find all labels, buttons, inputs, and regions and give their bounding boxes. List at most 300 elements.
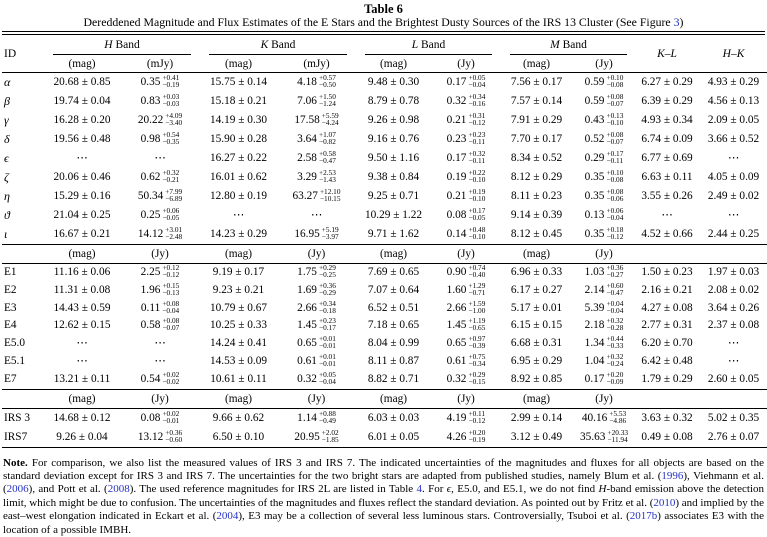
cell-value: 10.29 ± 1.22 [364, 209, 423, 221]
cell-value [572, 335, 636, 353]
unit-header: (mag) [523, 392, 550, 405]
error-lower: −1.24 [318, 99, 336, 108]
unit-header: (mJy) [303, 57, 330, 70]
error-lower: −0.02 [162, 376, 180, 386]
error-lower: −1.00 [468, 305, 486, 315]
asymmetric-error [468, 112, 485, 126]
cell-value: 9.14 ± 0.39 [510, 209, 563, 221]
error-lower: −0.13 [162, 287, 180, 297]
error-upper: +0.32 [606, 316, 624, 326]
cell-value [120, 111, 200, 130]
flux-value: 0.17 [584, 372, 605, 385]
flux-value: 2.18 [584, 319, 605, 332]
cell-value: 14.53 ± 0.09 [209, 354, 268, 367]
asymmetric-error [468, 429, 485, 443]
error-upper: +0.74 [468, 263, 486, 272]
citation-link[interactable]: 2006 [6, 483, 29, 496]
error-lower: −0.12 [162, 270, 180, 279]
unit-header: (Jy) [595, 57, 613, 70]
cell-source-id: ϵ [4, 151, 9, 165]
flux-value: 0.32 [297, 372, 317, 385]
cell-value [572, 317, 636, 335]
error-lower: −0.10 [468, 232, 486, 241]
error-upper: +0.32 [606, 351, 624, 361]
table-note [2, 457, 765, 537]
cell-value: 12.80 ± 0.19 [209, 190, 268, 202]
cell-value: 9.16 ± 0.76 [367, 133, 420, 145]
error-upper: +5.19 [321, 225, 339, 234]
error-lower: −0.50 [318, 80, 336, 89]
text-segment: ). The used reference magnitudes for IRS 2L are listed in Table [129, 483, 417, 496]
asymmetric-error [165, 429, 182, 443]
cell-value [572, 225, 636, 245]
error-upper: +0.48 [468, 225, 486, 234]
cell-value: 14.68 ± 0.12 [53, 411, 111, 424]
text-segment: ), Viehmann et al. ( [3, 469, 764, 496]
cell-value [277, 353, 356, 371]
cell-source-id: δ [4, 132, 10, 146]
asymmetric-error [162, 317, 179, 331]
error-lower: −4.24 [321, 118, 339, 127]
cell-value: 14.23 ± 0.29 [209, 228, 268, 240]
asymmetric-error [319, 169, 336, 183]
citation-link[interactable]: 2004 [216, 510, 239, 523]
cell-value: 6.20 ± 0.70 [641, 337, 693, 350]
error-lower: −4.86 [609, 415, 627, 425]
flux-value: 0.19 [446, 171, 467, 183]
asymmetric-error [165, 112, 182, 126]
text-segment: ) and implied by the east–west elongation indicated in Eckart et al. ( [3, 496, 764, 523]
cell-value [120, 225, 200, 245]
asymmetric-error [319, 150, 336, 164]
cell-value: ⋯ [727, 152, 740, 164]
error-upper: +0.05 [318, 369, 336, 379]
asymmetric-error [162, 93, 179, 107]
cell-value [120, 187, 200, 206]
section-greek [2, 73, 767, 245]
flux-value: 0.35 [584, 228, 605, 240]
error-upper: +0.08 [162, 298, 180, 308]
asymmetric-error [162, 169, 179, 183]
asymmetric-error [606, 371, 623, 385]
error-upper: +0.29 [318, 263, 336, 272]
cell-value: 6.50 ± 0.10 [212, 430, 265, 443]
flux-value: 0.52 [584, 133, 605, 145]
cell-value: 16.28 ± 0.20 [53, 114, 111, 126]
cell-value [431, 187, 501, 206]
error-upper: +0.75 [468, 351, 486, 361]
flux-value: 0.21 [446, 114, 467, 126]
cell-value: 14.19 ± 0.30 [209, 114, 268, 126]
asymmetric-error [162, 131, 179, 145]
error-upper: +0.22 [468, 168, 486, 177]
cell-value: 2.99 ± 0.14 [510, 411, 563, 424]
unit-header: (mag) [380, 248, 407, 260]
asymmetric-error [606, 264, 623, 278]
cell-value: ⋯ [76, 354, 88, 367]
cell-source-id: E4 [4, 319, 17, 332]
cell-value [277, 371, 356, 389]
error-lower: −0.71 [468, 287, 486, 297]
unit-header: (mag) [380, 57, 407, 70]
cell-value [431, 225, 501, 245]
error-upper: +0.12 [162, 263, 180, 272]
cell-value [431, 335, 501, 353]
cell-value [277, 92, 356, 111]
error-upper: +0.19 [468, 187, 486, 196]
cell-value [277, 168, 356, 187]
unit-header: (Jy) [307, 392, 326, 405]
flux-value: 0.08 [446, 209, 467, 221]
error-upper: +0.17 [468, 206, 486, 215]
cell-value: 9.38 ± 0.84 [367, 171, 420, 183]
table-row [2, 187, 767, 206]
asymmetric-error [319, 264, 336, 278]
unit-header: (Jy) [595, 248, 613, 260]
flux-value: 0.35 [584, 190, 605, 202]
cell-value: 8.12 ± 0.45 [510, 228, 563, 240]
asymmetric-error [162, 410, 179, 424]
cell-value [572, 73, 636, 93]
column-header-k-l: K–L [657, 47, 677, 60]
cell-value [120, 264, 200, 282]
error-lower: −0.03 [162, 99, 180, 108]
table-row [2, 264, 767, 282]
asymmetric-error [322, 112, 339, 126]
error-upper: +0.18 [606, 225, 624, 234]
asymmetric-error [468, 264, 485, 278]
error-lower: −1.85 [321, 434, 339, 444]
cell-value: 3.12 ± 0.49 [510, 430, 563, 443]
error-upper: +5.59 [321, 111, 339, 120]
asymmetric-error [319, 410, 336, 424]
error-lower: −0.19 [162, 80, 180, 89]
text-segment: ) associates E3 with the location of a possible IMBH. [3, 510, 764, 536]
asymmetric-error [606, 300, 623, 314]
cell-value: 3.63 ± 0.32 [641, 411, 693, 424]
cell-value: 6.68 ± 0.31 [510, 337, 563, 350]
cell-value: 5.02 ± 0.35 [707, 411, 760, 424]
cell-value: 6.27 ± 0.29 [641, 76, 693, 88]
error-lower: −0.39 [468, 341, 486, 351]
unit-header: (mag) [225, 57, 252, 70]
error-upper: +0.17 [606, 149, 624, 158]
error-upper: +12.10 [319, 187, 341, 196]
cell-value: 7.91 ± 0.29 [510, 114, 563, 126]
error-upper: +0.04 [606, 298, 624, 308]
cell-value: 6.77 ± 0.69 [641, 152, 693, 164]
error-upper: +0.36 [318, 280, 336, 290]
cell-value: 19.56 ± 0.48 [53, 133, 111, 145]
citation-link[interactable]: 1996 [661, 469, 684, 482]
band-label: L Band [411, 39, 446, 51]
cell-value [431, 317, 501, 335]
cell-source-id: IRS 3 [4, 411, 31, 424]
error-upper: +0.08 [162, 316, 180, 326]
error-lower: −0.27 [606, 270, 624, 279]
flux-value: 4.19 [446, 411, 467, 424]
cell-value: 1.97 ± 0.03 [707, 266, 760, 278]
error-lower: −0.12 [468, 118, 486, 127]
error-lower: −0.04 [606, 213, 624, 222]
cell-value: ⋯ [727, 337, 740, 350]
asymmetric-error [468, 93, 485, 107]
cell-value [277, 300, 356, 318]
cell-value [572, 92, 636, 111]
asymmetric-error [162, 300, 179, 314]
asymmetric-error [162, 282, 179, 296]
flux-value: 14.12 [137, 228, 164, 240]
flux-value: 16.95 [294, 228, 320, 240]
cell-source-id: E3 [4, 301, 17, 314]
cell-value: 3.66 ± 0.52 [707, 133, 760, 145]
error-upper: +0.88 [318, 408, 336, 418]
cell-value: 7.70 ± 0.17 [510, 133, 563, 145]
cell-value [572, 187, 636, 206]
error-upper: +0.34 [318, 298, 336, 308]
cell-value: 15.18 ± 0.21 [209, 95, 268, 107]
cell-value: 4.56 ± 0.13 [707, 95, 760, 107]
table-row [2, 408, 767, 428]
flux-value: 1.96 [140, 283, 161, 296]
cell-value: ⋯ [154, 337, 166, 350]
error-lower: −0.25 [318, 270, 336, 279]
asymmetric-error [606, 131, 623, 145]
cell-value: 6.03 ± 0.03 [367, 411, 420, 424]
table-number: Table 6 [364, 2, 403, 16]
error-lower: −0.18 [318, 305, 336, 315]
cell-value [431, 168, 501, 187]
asymmetric-error [319, 131, 336, 145]
cell-source-id: ζ [4, 170, 9, 184]
subheader-estars [2, 245, 767, 264]
flux-value: 3.64 [297, 133, 317, 145]
error-lower: −0.10 [468, 175, 486, 184]
table-row [2, 317, 767, 335]
asymmetric-error [320, 188, 341, 202]
error-upper: +0.03 [162, 92, 180, 101]
cell-value: ⋯ [232, 209, 245, 221]
cell-value [572, 130, 636, 149]
asymmetric-error [606, 112, 623, 126]
cell-value: 9.71 ± 1.62 [367, 228, 420, 240]
error-upper: +0.32 [162, 168, 180, 177]
cell-value [120, 282, 200, 300]
cell-source-id: ι [4, 227, 8, 241]
cell-value [277, 111, 356, 130]
unit-header: (mag) [225, 248, 252, 260]
unit-header: (Jy) [595, 392, 613, 405]
unit-header: (Jy) [151, 392, 169, 405]
error-lower: −0.17 [318, 323, 336, 333]
flux-value: 0.17 [446, 152, 467, 164]
error-upper: +0.23 [318, 316, 336, 326]
asymmetric-error [319, 317, 336, 331]
cell-value [120, 428, 200, 448]
citation-link[interactable]: 2017b [629, 510, 658, 523]
error-upper: +0.06 [162, 206, 180, 215]
cell-value [277, 149, 356, 168]
cell-value [277, 335, 356, 353]
flux-value: 1.04 [584, 354, 605, 367]
error-lower: −0.10 [606, 118, 624, 127]
asymmetric-error [468, 410, 485, 424]
error-upper: +0.11 [468, 408, 486, 418]
error-lower: −0.40 [468, 270, 486, 279]
cell-value [431, 282, 501, 300]
cell-value [120, 130, 200, 149]
unit-header: (mag) [68, 248, 96, 260]
citation-link[interactable]: 2008 [107, 483, 130, 496]
cell-value: 5.17 ± 0.01 [510, 301, 563, 314]
table-row [2, 149, 767, 168]
unit-header: (mag) [68, 57, 96, 70]
table-row [2, 130, 767, 149]
flux-value: 2.66 [446, 301, 467, 314]
error-lower: −0.04 [162, 305, 180, 315]
error-lower: −6.89 [165, 194, 183, 203]
error-lower: −0.65 [468, 323, 486, 333]
table-row [2, 73, 767, 93]
cell-value: 9.48 ± 0.30 [367, 76, 420, 88]
cell-source-id: E5.0 [4, 337, 26, 350]
cell-value [277, 408, 356, 428]
cell-value: 14.24 ± 0.41 [209, 337, 268, 350]
cell-value [277, 282, 356, 300]
flux-value: 0.32 [446, 95, 467, 107]
asymmetric-error [606, 169, 623, 183]
cell-value [120, 168, 200, 187]
error-lower: −0.21 [162, 175, 180, 184]
error-upper: +0.20 [468, 427, 486, 437]
flux-value: 0.11 [140, 301, 161, 314]
flux-value: 17.58 [294, 114, 320, 126]
cell-value: 6.42 ± 0.48 [641, 354, 693, 367]
cell-value: 4.93 ± 0.29 [707, 76, 760, 88]
cell-value [572, 264, 636, 282]
flux-value: 1.69 [297, 283, 317, 296]
flux-value: 2.58 [297, 152, 317, 164]
cell-value [572, 111, 636, 130]
error-lower: −11.94 [607, 434, 628, 444]
subheader-irs [2, 389, 767, 408]
error-lower: −0.05 [468, 213, 486, 222]
error-upper: +0.57 [318, 73, 336, 82]
cell-value: 8.34 ± 0.52 [510, 152, 563, 164]
asymmetric-error [468, 74, 485, 88]
asymmetric-error [606, 335, 623, 349]
error-lower: −0.12 [468, 415, 486, 425]
band-header-row [2, 35, 767, 55]
flux-value: 4.18 [297, 76, 317, 88]
asymmetric-error [468, 317, 485, 331]
error-lower: −0.01 [318, 341, 336, 351]
error-upper: +0.08 [606, 187, 624, 196]
asymmetric-error [468, 371, 485, 385]
data-table-wrap [2, 31, 765, 448]
cell-value: 10.25 ± 0.33 [209, 319, 268, 332]
error-upper: +1.19 [468, 316, 486, 326]
flux-value: 0.23 [446, 133, 467, 145]
cell-value: 3.55 ± 0.26 [641, 190, 693, 202]
asymmetric-error [609, 410, 626, 424]
cell-value: 6.96 ± 0.33 [510, 266, 563, 278]
asymmetric-error [607, 429, 628, 443]
error-lower: −0.33 [606, 341, 624, 351]
error-lower: −0.35 [162, 137, 180, 146]
asymmetric-error [468, 300, 485, 314]
table-row [2, 300, 767, 318]
table-row [2, 206, 767, 225]
band-label: H Band [104, 39, 140, 51]
error-lower: −0.16 [468, 99, 486, 108]
table-subtitle [2, 16, 765, 29]
error-lower: −0.11 [468, 156, 486, 165]
cell-value [572, 168, 636, 187]
citation-link[interactable]: 3 [673, 15, 680, 29]
column-header-h-k: H–K [722, 47, 745, 60]
error-lower: −0.34 [468, 358, 486, 368]
citation-link[interactable]: 4 [416, 483, 422, 496]
cell-value: 11.31 ± 0.08 [53, 283, 111, 296]
error-lower: −0.04 [606, 305, 624, 315]
cell-value: 6.74 ± 0.09 [641, 133, 693, 145]
cell-value [572, 371, 636, 389]
asymmetric-error [162, 74, 179, 88]
citation-link[interactable]: 2010 [653, 496, 676, 509]
table-row [2, 371, 767, 389]
cell-value: ⋯ [310, 209, 323, 221]
flux-value: 1.45 [297, 319, 317, 332]
cell-value: 15.90 ± 0.28 [209, 133, 268, 145]
cell-value [120, 300, 200, 318]
section-irs [2, 408, 767, 447]
cell-value [431, 130, 501, 149]
error-lower: −3.97 [321, 232, 339, 241]
flux-value: 1.45 [446, 319, 467, 332]
flux-value: 2.25 [140, 266, 161, 278]
table-head [2, 35, 767, 73]
table-row [2, 335, 767, 353]
flux-value: 0.25 [140, 209, 161, 221]
error-lower: −0.05 [162, 213, 180, 222]
cell-value [431, 353, 501, 371]
cell-value: 12.62 ± 0.15 [53, 319, 111, 332]
cell-value: ⋯ [661, 209, 673, 221]
asymmetric-error [319, 335, 336, 349]
error-upper: +0.36 [165, 427, 183, 437]
flux-value: 20.22 [137, 114, 164, 126]
text-segment: Dereddened Magnitude and Flux Estimates of the E Stars and the Brightest Dusty Sources of the IRS 13 Cluster (See Figure [83, 15, 674, 29]
flux-value: 0.98 [140, 133, 161, 145]
cell-value [572, 428, 636, 448]
unit-header: (mag) [380, 392, 407, 405]
cell-value: 1.79 ± 0.29 [641, 372, 693, 385]
cell-value: 20.68 ± 0.85 [53, 76, 111, 88]
error-upper: +0.02 [162, 369, 180, 379]
cell-value: 9.23 ± 0.21 [212, 283, 265, 296]
band-letter: K [260, 39, 269, 51]
cell-value: 10.79 ± 0.67 [209, 301, 268, 314]
unit-header: (Jy) [151, 248, 169, 260]
flux-value: 20.95 [294, 430, 320, 443]
flux-value: 0.29 [584, 152, 605, 164]
cell-empty [698, 389, 767, 408]
cell-value: 21.04 ± 0.25 [53, 209, 111, 221]
error-lower: −0.60 [165, 434, 183, 444]
asymmetric-error [468, 353, 485, 367]
flux-value: 0.54 [140, 372, 161, 385]
